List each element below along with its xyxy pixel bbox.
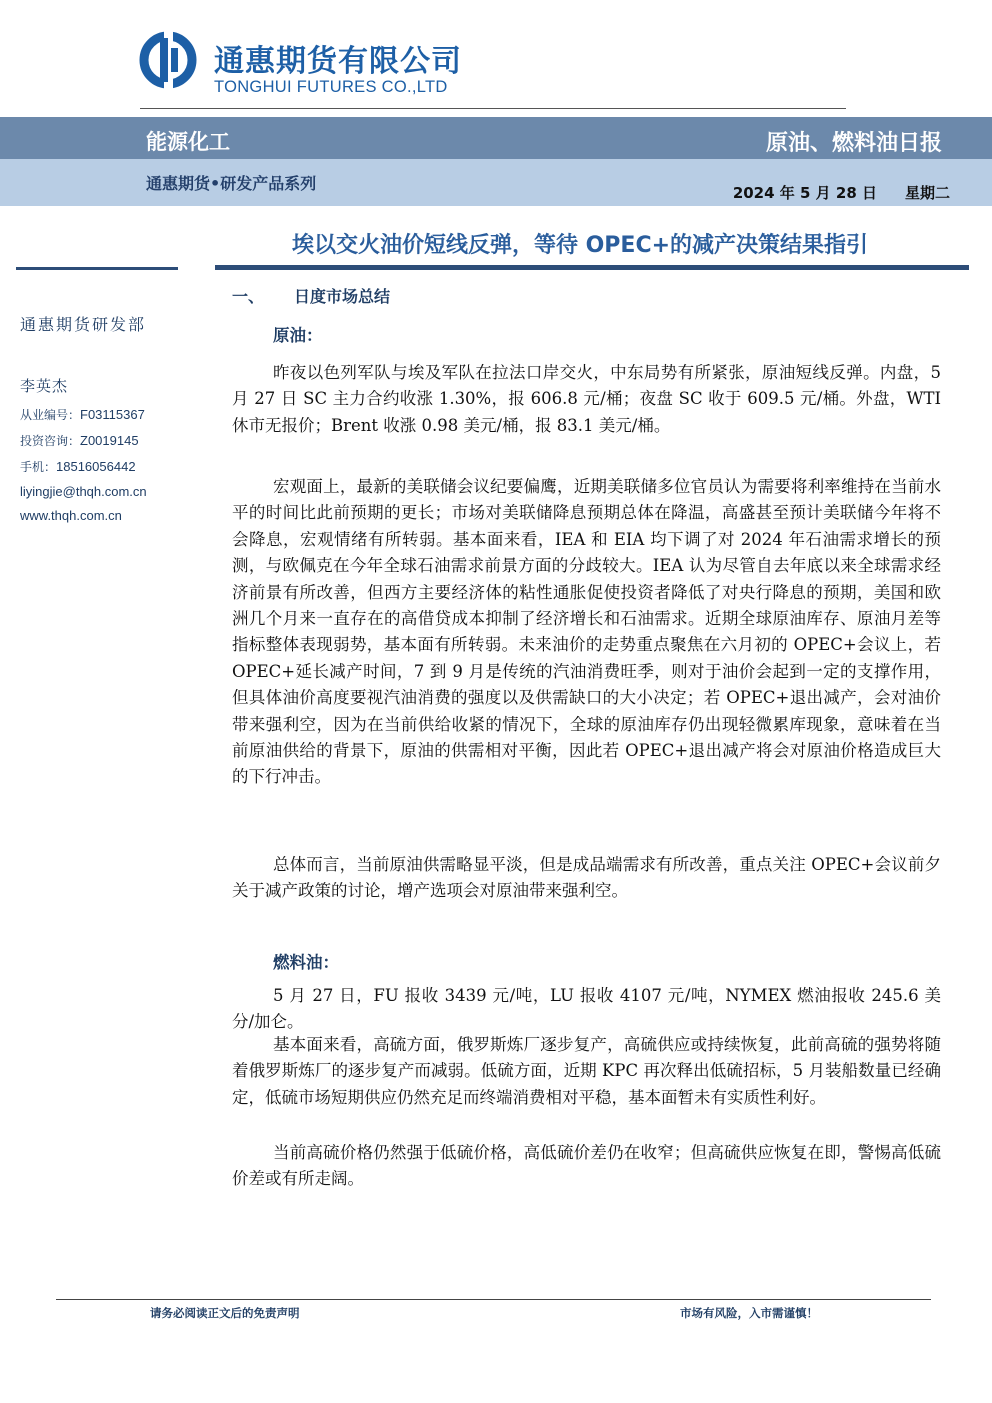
fuel-paragraph-2: 基本面来看，高硫方面，俄罗斯炼厂逐步复产，高硫供应或持续恢复，此前高硫的强势将随着俄罗斯炼厂的逐步复产而减弱。低硫方面，近期 KPC 再次释出低硫招标，5 月装船数量已经确定，低硫市场短期供应仍然充足而终端消费相对平稳，基本面暂未有实质性利好。 (232, 1035, 941, 1107)
fuel-paragraph-1: 5 月 27 日，FU 报收 3439 元/吨，LU 报收 4107 元/吨，NYMEX 燃油报收 245.6 美分/加仑。 (232, 986, 941, 1032)
email-address: liyingjie@thqh.com.cn (20, 484, 147, 499)
report-name: 原油、燃料油日报 (765, 131, 942, 156)
advisory-label: 投资咨询： (20, 434, 81, 448)
section-number: 一、 (232, 287, 265, 306)
company-name-en: TONGHUI FUTURES CO.,LTD (214, 78, 448, 96)
sidebar-rule (16, 267, 178, 270)
sector-label: 能源化工 (146, 130, 230, 154)
department-name: 通惠期货研发部 (20, 315, 147, 334)
report-headline: 埃以交火油价短线反弹，等待 OPEC+的减产决策结果指引 (291, 233, 869, 258)
analyst-sidebar (20, 312, 200, 532)
section-title: 日度市场总结 (294, 287, 391, 306)
date-text: 2024 年 5 月 28 日 (732, 184, 877, 202)
disclaimer-note: 请务必阅读正文后的免责声明 (150, 1306, 300, 1320)
license-number (20, 406, 200, 423)
footer-divider (56, 1299, 931, 1300)
crude-paragraph-2: 宏观面上，最新的美联储会议纪要偏鹰，近期美联储多位官员认为需要将利率维持在当前水平的时间比此前预期的更长；市场对美联储降息预期总体在降温，高盛甚至预计美联储今年将不会降息，宏观情绪有所转弱。基本面来看，IEA 和 EIA 均下调了对 2024 年石油需求增长的预测，与欧佩克在今年全球石油需求前景方面的分歧较大。IEA 认为尽管自去年底以来全球需求经济前景有所改善，但西方主要经济体的粘性通胀促使投资者降低了对央行降息的预期，美国和欧洲几个月来一直存在的高借贷成本抑制了经济增长和石油需求。近期全球原油库存、原油月差等指标整体表现弱势，基本面有所转弱。未来油价的走势重点聚焦在六月初的 OPEC+会议上，若 OPEC+延长减产时间，7 到 9 月是传统的汽油消费旺季，则对于油价会起到一定的支撑作用，但具体油价高度要视汽油消费的强度以及供需缺口的大小决定；若 OPEC+退出减产，会对油价带来强利空，因为在当前供给收紧的情况下，全球的原油库存仍出现轻微累库现象，意味着在当前原油供给的背景下，原油的供需相对平衡，因此若 OPEC+退出减产将会对原油价格造成巨大的下行冲击。 (232, 477, 941, 787)
crude-paragraph-3: 总体而言，当前原油供需略显平淡，但是成品端需求有所改善，重点关注 OPEC+会议前夕关于减产政策的讨论，增产选项会对原油带来强利空。 (232, 855, 941, 901)
risk-warning: 市场有风险，入市需谨慎！ (680, 1306, 818, 1320)
tonghui-logo-icon (138, 30, 198, 90)
series-label: 通惠期货•研发产品系列 (146, 174, 317, 193)
fuel-heading: 燃料油： (273, 953, 339, 972)
weekday-text: 星期二 (904, 184, 950, 202)
crude-paragraph-1: 昨夜以色列军队与埃及军队在拉法口岸交火，中东局势有所紧张，原油短线反弹。内盘，5 月 27 日 SC 主力合约收涨 1.30%，报 606.8 元/桶；夜盘 SC 收于 609.5 元/桶。外盘，WTI 休市无报价；Brent 收涨 0.98 美元/桶，报 83.1 美元/桶。 (232, 363, 941, 435)
report-date (733, 182, 950, 203)
website-url: www.thqh.com.cn (20, 508, 122, 523)
advisory-value: Z0019145 (80, 433, 139, 448)
license-value: F03115367 (80, 407, 145, 422)
headline-rule (215, 265, 969, 270)
header-divider (140, 108, 846, 109)
phone-number (20, 458, 200, 475)
license-label: 从业编号： (20, 408, 81, 422)
advisory-number (20, 432, 200, 449)
fuel-paragraph-3: 当前高硫价格仍然强于低硫价格，高低硫价差仍在收窄；但高硫供应恢复在即，警惕高低硫价差或有所走阔。 (232, 1143, 941, 1189)
phone-value: 18516056442 (56, 459, 136, 474)
company-name-cn: 通惠期货有限公司 (214, 44, 462, 79)
phone-label: 手机： (20, 460, 57, 474)
analyst-name: 李英杰 (20, 377, 69, 395)
section-heading (232, 284, 390, 307)
crude-heading: 原油： (273, 326, 323, 345)
